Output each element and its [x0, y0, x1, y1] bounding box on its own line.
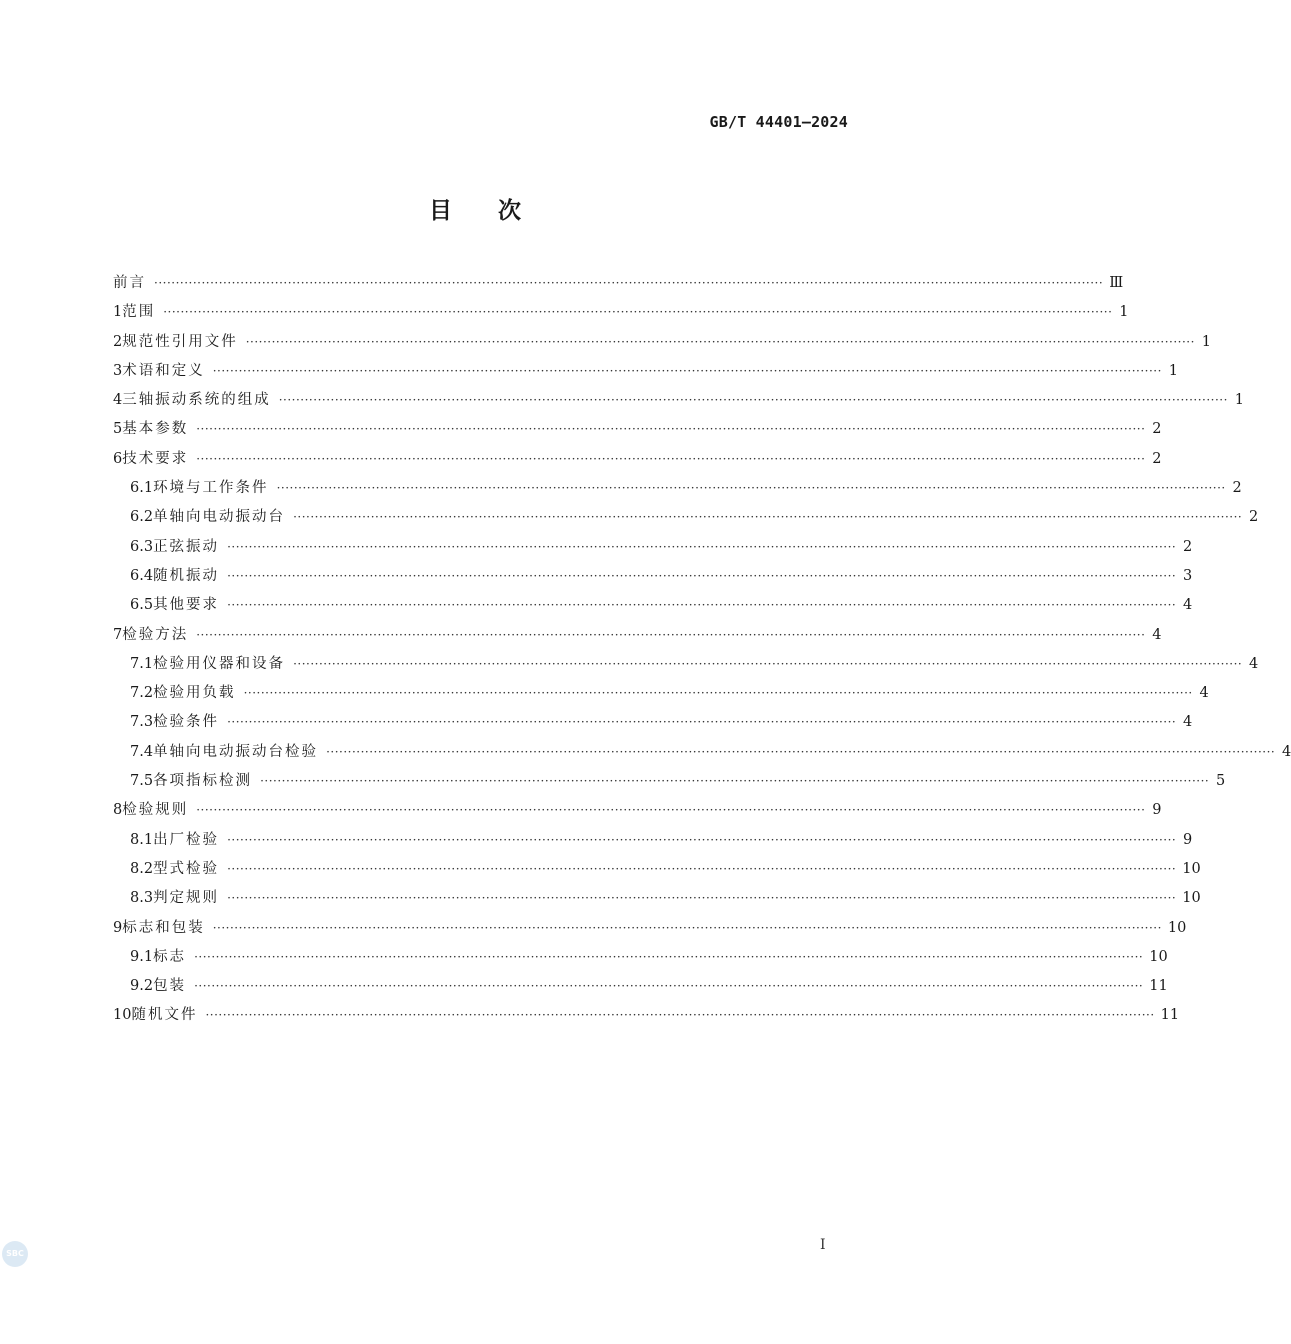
toc-leader-dots: ···························································································································································································································· — [212, 920, 1162, 935]
toc-leader-dots: ···························································································································································································································· — [227, 568, 1177, 583]
toc-entry[interactable] — [113, 269, 1124, 298]
toc-entry-title: 基本参数 — [122, 421, 189, 438]
toc-entry-number: 4 — [113, 392, 123, 409]
toc-entry-title: 范围 — [122, 304, 156, 321]
toc-leader-dots: ···························································································································································································································· — [245, 334, 1195, 349]
toc-entry[interactable] — [113, 386, 1244, 415]
toc-entry-number: 8.2 — [130, 860, 154, 877]
toc-subentry[interactable] — [113, 855, 1201, 884]
toc-entry-page: 2 — [1232, 480, 1242, 497]
toc-entry-page: 4 — [1152, 626, 1162, 643]
toc-entry-number: 6.1 — [130, 480, 154, 497]
page-number: I — [820, 1237, 826, 1253]
toc-subentry[interactable] — [113, 738, 1291, 767]
toc-leader-dots: ···························································································································································································································· — [196, 627, 1146, 642]
toc-entry-page: 4 — [1183, 597, 1193, 614]
toc-leader-dots: ···························································································································································································································· — [227, 832, 1177, 847]
toc-leader-dots: ···························································································································································································································· — [278, 393, 1228, 408]
toc-entry-number: 8.1 — [130, 831, 154, 848]
toc-entry-page: 11 — [1149, 978, 1168, 995]
toc-leader-dots: ···························································································································································································································· — [293, 656, 1243, 671]
toc-entry-page: 1 — [1119, 304, 1129, 321]
toc-subentry[interactable] — [113, 533, 1193, 562]
toc-entry-page: 11 — [1160, 1007, 1180, 1024]
toc-leader-dots: ···························································································································································································································· — [194, 979, 1144, 994]
toc-entry-number: 5 — [113, 421, 123, 438]
toc-entry-title: 型式检验 — [153, 860, 220, 877]
toc-subentry[interactable] — [113, 943, 1168, 972]
watermark-logo-icon: SBC — [2, 1241, 28, 1267]
toc-entry-page: 4 — [1199, 685, 1209, 702]
toc-entry-title: 判定规则 — [153, 890, 220, 907]
toc-leader-dots: ···························································································································································································································· — [163, 305, 1113, 320]
toc-entry-title: 检验规则 — [122, 802, 189, 819]
toc-entry-title: 环境与工作条件 — [153, 480, 269, 497]
toc-leader-dots: ···························································································································································································································· — [276, 481, 1226, 496]
toc-entry-number: 1 — [113, 304, 123, 321]
toc-entry-page: 5 — [1216, 773, 1226, 790]
table-of-contents — [113, 269, 1291, 1031]
toc-subentry[interactable] — [113, 826, 1193, 855]
toc-leader-dots: ···························································································································································································································· — [212, 363, 1162, 378]
toc-leader-dots: ···························································································································································································································· — [227, 598, 1177, 613]
toc-leader-dots: ···························································································································································································································· — [227, 861, 1177, 876]
toc-entry-page: 4 — [1183, 714, 1193, 731]
toc-entry-page: 2 — [1183, 538, 1193, 555]
toc-entry-page: 1 — [1201, 333, 1211, 350]
toc-entry-page: 10 — [1167, 919, 1187, 936]
toc-subentry[interactable] — [113, 503, 1259, 532]
toc-entry-title: 单轴向电动振动台检验 — [153, 743, 319, 760]
toc-entry-title: 检验条件 — [153, 714, 220, 731]
toc-entry[interactable] — [113, 357, 1178, 386]
toc-subentry[interactable] — [113, 591, 1193, 620]
toc-entry-title: 三轴振动系统的组成 — [122, 392, 271, 409]
toc-entry-title: 前言 — [113, 275, 146, 291]
toc-entry-page: Ⅲ — [1109, 275, 1124, 291]
toc-entry-number: 6.2 — [130, 509, 154, 526]
toc-subentry[interactable] — [113, 972, 1168, 1001]
toc-entry-number: 7.4 — [130, 743, 154, 760]
toc-entry-number: 9 — [113, 919, 123, 936]
toc-subentry[interactable] — [113, 474, 1242, 503]
toc-leader-dots: ···························································································································································································································· — [196, 422, 1146, 437]
toc-entry-page: 4 — [1282, 743, 1291, 760]
toc-subentry[interactable] — [113, 562, 1193, 591]
toc-entry[interactable] — [113, 621, 1162, 650]
toc-subentry[interactable] — [113, 650, 1259, 679]
toc-entry-page: 9 — [1152, 802, 1162, 819]
toc-subentry[interactable] — [113, 679, 1209, 708]
toc-entry-number: 9.2 — [130, 978, 154, 995]
toc-entry-page: 10 — [1182, 860, 1201, 877]
toc-entry-number: 7.1 — [130, 655, 154, 672]
toc-leader-dots: ···························································································································································································································· — [227, 891, 1177, 906]
toc-entry[interactable] — [113, 914, 1187, 943]
toc-entry[interactable] — [113, 298, 1129, 327]
toc-entry-title: 规范性引用文件 — [122, 333, 238, 350]
toc-leader-dots: ···························································································································································································································· — [205, 1008, 1155, 1023]
standard-code: GB/T 44401—2024 — [709, 113, 848, 131]
toc-entry-page: 1 — [1234, 392, 1244, 409]
page-title: 目次 — [429, 198, 567, 224]
toc-entry-page: 4 — [1249, 655, 1259, 672]
toc-entry-title: 检验用仪器和设备 — [153, 655, 286, 672]
toc-entry-number: 7.2 — [130, 685, 154, 702]
toc-entry-title: 出厂检验 — [153, 831, 220, 848]
toc-leader-dots: ···························································································································································································································· — [326, 744, 1276, 759]
toc-leader-dots: ···························································································································································································································· — [243, 686, 1193, 701]
toc-leader-dots: ···························································································································································································································· — [196, 451, 1146, 466]
toc-entry[interactable] — [113, 445, 1162, 474]
toc-entry-number: 6.3 — [130, 538, 154, 555]
toc-entry-title: 检验用负载 — [153, 685, 236, 702]
toc-entry-number: 7.5 — [130, 773, 154, 790]
toc-leader-dots: ···························································································································································································································· — [293, 510, 1243, 525]
toc-entry-title: 技术要求 — [122, 450, 189, 467]
toc-entry-title: 包装 — [153, 978, 187, 995]
toc-entry-number: 9.1 — [130, 948, 154, 965]
toc-entry-number: 7.3 — [130, 714, 154, 731]
toc-entry-number: 6.4 — [130, 567, 154, 584]
toc-entry-page: 10 — [1149, 948, 1168, 965]
toc-leader-dots: ···························································································································································································································· — [227, 715, 1177, 730]
toc-entry-number: 8 — [113, 802, 123, 819]
toc-entry-title: 单轴向电动振动台 — [153, 509, 286, 526]
toc-subentry[interactable] — [113, 708, 1193, 737]
toc-entry-page: 1 — [1168, 362, 1178, 379]
toc-entry[interactable] — [113, 328, 1211, 357]
toc-leader-dots: ···························································································································································································································· — [227, 539, 1177, 554]
toc-entry-number: 2 — [113, 333, 123, 350]
toc-leader-dots: ···························································································································································································································· — [154, 276, 1104, 290]
toc-subentry[interactable] — [113, 884, 1201, 913]
toc-entry[interactable] — [113, 796, 1162, 825]
toc-entry-page: 3 — [1183, 567, 1193, 584]
toc-leader-dots: ···························································································································································································································· — [196, 803, 1146, 818]
toc-leader-dots: ···························································································································································································································· — [260, 774, 1210, 789]
toc-entry-page: 10 — [1182, 890, 1201, 907]
toc-entry-page: 9 — [1183, 831, 1193, 848]
toc-entry-number: 8.3 — [130, 890, 154, 907]
toc-entry-title: 正弦振动 — [153, 538, 220, 555]
toc-entry[interactable] — [113, 1001, 1180, 1030]
toc-entry-title: 标志 — [153, 948, 187, 965]
toc-entry-page: 2 — [1249, 509, 1259, 526]
toc-entry-title: 检验方法 — [122, 626, 189, 643]
toc-entry-title: 其他要求 — [153, 597, 220, 614]
toc-entry-title: 随机振动 — [153, 567, 220, 584]
toc-entry-number: 7 — [113, 626, 123, 643]
toc-entry-title: 随机文件 — [131, 1007, 198, 1024]
toc-entry-number: 6.5 — [130, 597, 154, 614]
toc-leader-dots: ···························································································································································································································· — [194, 949, 1144, 964]
toc-entry[interactable] — [113, 415, 1162, 444]
toc-entry-page: 2 — [1152, 450, 1162, 467]
toc-entry-number: 6 — [113, 450, 123, 467]
toc-entry-title: 标志和包装 — [122, 919, 205, 936]
toc-entry-number: 3 — [113, 362, 123, 379]
toc-entry-title: 各项指标检测 — [153, 773, 253, 790]
toc-entry-title: 术语和定义 — [122, 362, 205, 379]
toc-entry-number: 10 — [113, 1007, 132, 1024]
toc-subentry[interactable] — [113, 767, 1226, 796]
toc-entry-page: 2 — [1152, 421, 1162, 438]
